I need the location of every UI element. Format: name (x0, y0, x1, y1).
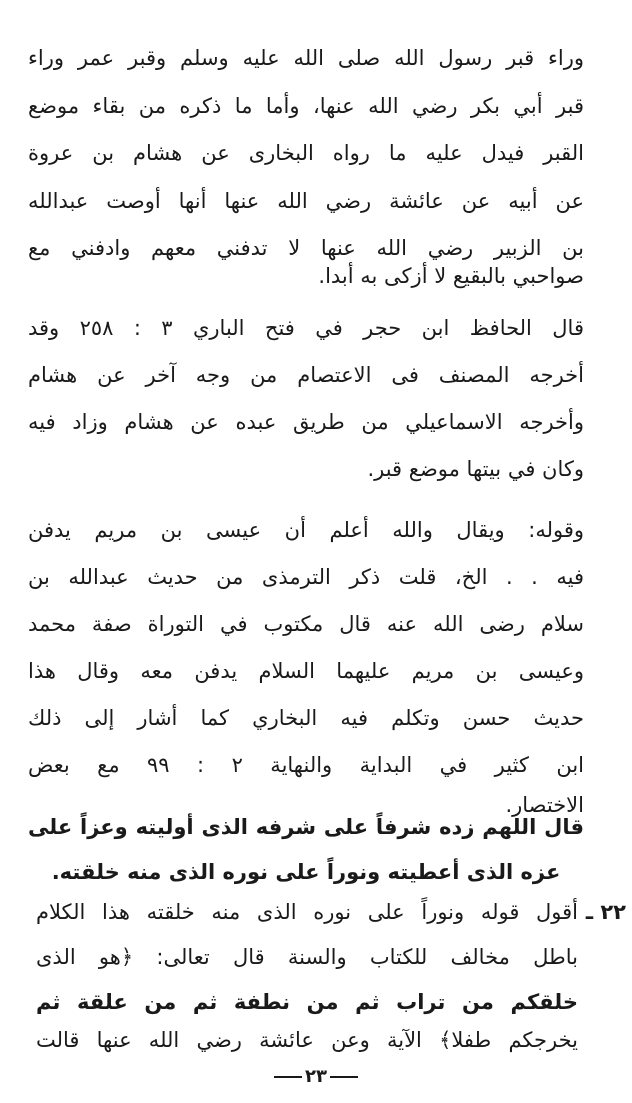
quote-line-1: قال اللهم زده شرفاً على شرفه الذى أوليته وعزاً على (28, 815, 584, 839)
item-22-line-4: يخرجكم طفلا﴾ الآية وعن عائشة رضي الله عنها قالت (36, 1028, 578, 1052)
paragraph-3-line-6: ابن كثير في البداية والنهاية ٢ : ٩٩ مع بعض (28, 753, 584, 777)
paragraph-3-line-1: وقوله: ويقال والله أعلم أن عيسى بن مريم يدفن (28, 518, 584, 542)
paragraph-2-line-3: وأخرجه الاسماعيلي من طريق عبده عن هشام وزاد فيه (28, 410, 584, 434)
paragraph-1-line-1: وراء قبر رسول الله صلى الله عليه وسلم وقبر عمر وراء (28, 46, 584, 70)
paragraph-1-line-6: صواحبي بالبقيع لا أزكى به أبدا. (318, 264, 584, 288)
paragraph-1-line-2: قبر أبي بكر رضي الله عنها، وأما ما ذكره من بقاء موضع (28, 94, 584, 118)
quote-line-2: عزه الذى أعطيته ونوراً على نوره الذى منه خلقته. (51, 860, 561, 884)
paragraph-2-line-2: أخرجه المصنف فى الاعتصام من وجه آخر عن هشام (28, 363, 584, 387)
page-number-rule-left (330, 1076, 358, 1078)
paragraph-3-line-3: سلام رضى الله عنه قال مكتوب في التوراة صفة محمد (28, 612, 584, 636)
page-number-value: ٢٣ (305, 1066, 327, 1087)
paragraph-2-line-1: قال الحافظ ابن حجر في فتح الباري ٣ : ٢٥٨ وقد (28, 316, 584, 340)
paragraph-3-line-4: وعيسى بن مريم عليهما السلام يدفن معه وقال هذا (28, 659, 584, 683)
item-22-line-1: أقول قوله ونوراً على نوره الذى منه خلقته هذا الكلام (36, 900, 578, 924)
paragraph-1-line-3: القبر فيدل عليه ما رواه البخارى عن هشام بن عروة (28, 141, 584, 165)
paragraph-3-line-2: فيه . . الخ، قلت ذكر الترمذى من حديث عبدالله بن (28, 565, 584, 589)
page-number (256, 1062, 376, 1092)
paragraph-1-line-4: عن أبيه عن عائشة رضي الله عنها أنها أوصت عبدالله (28, 189, 584, 213)
paragraph-3-line-7: الاختصار. (505, 793, 584, 817)
item-22-line-3: خلقكم من تراب ثم من نطفة ثم من علقة ثم (36, 990, 578, 1014)
item-number: ٢٢ ـ (585, 900, 626, 924)
paragraph-1-line-5: بن الزبير رضي الله عنها لا تدفني معهم وادفني مع (28, 236, 584, 260)
item-22-line-2: باطل مخالف للكتاب والسنة قال تعالى: ﴿هو الذى (36, 945, 578, 969)
page-number-rule-right (274, 1076, 302, 1078)
paragraph-2-line-4: وكان في بيتها موضع قبر. (367, 457, 584, 481)
paragraph-3-line-5: حديث حسن وتكلم فيه البخاري كما أشار إلى ذلك (28, 706, 584, 730)
